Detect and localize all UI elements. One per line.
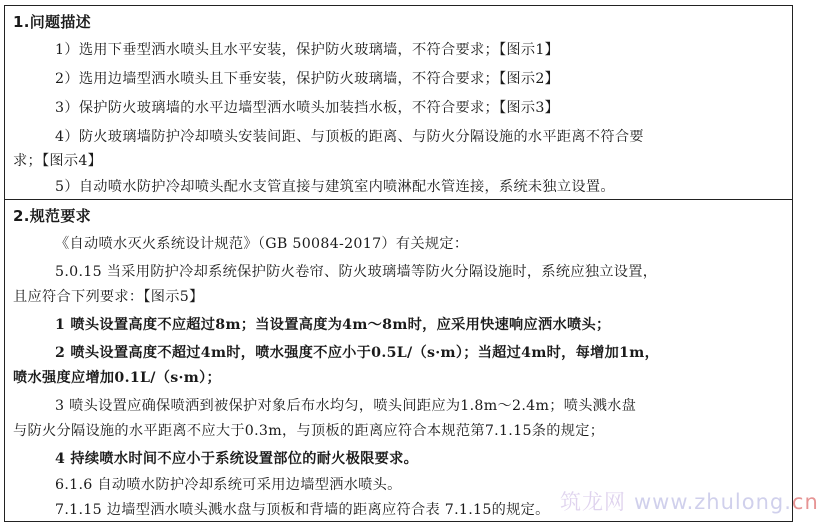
requirement-line-11: 7.1.15 边墙型洒水喷头溅水盘与顶板和背墙的距离应符合表 7.1.15的规定。 (55, 502, 550, 518)
requirement-line-10: 6.1.6 自动喷水防护冷却系统可采用边墙型洒水喷头。 (55, 477, 402, 493)
watermark-cn-text: 筑龙网 (560, 490, 626, 514)
code-requirements-section (5, 200, 792, 521)
requirement-line-5: 2 喷头设置高度不超过4m时，喷水强度不应小于0.5L/（s·m）；当超过4m时，每增加1m， (55, 345, 660, 361)
requirement-line-3: 且应符合下列要求：【图示5】 (13, 289, 204, 305)
problem-item-5: 5）自动喷水防护冷却喷头配水支管直接与建筑室内喷淋配水管连接，系统未独立设置。 (55, 179, 615, 195)
requirement-line-8: 与防火分隔设施的水平距离不应大于0.3m，与顶板的距离应符合本规范第7.1.15条的规定； (13, 423, 605, 439)
site-watermark (560, 486, 819, 516)
requirement-line-7: 3 喷头设置应确保喷洒到被保护对象后布水均匀，喷头间距应为1.8m～2.4m；喷头溅水盘 (55, 398, 637, 414)
problem-item-1: 1）选用下垂型洒水喷头且水平安装，保护防火玻璃墙，不符合要求；【图示1】 (55, 42, 560, 58)
watermark-domain-mid: zhulong. (694, 490, 792, 514)
requirement-line-4: 1 喷头设置高度不应超过8m；当设置高度为4m～8m时，应采用快速响应洒水喷头； (55, 317, 611, 333)
problem-item-3: 3）保护防火玻璃墙的水平边墙型洒水喷头加装挡水板，不符合要求；【图示3】 (55, 100, 560, 116)
section-heading-requirements: 2.规范要求 (13, 207, 91, 225)
requirement-line-6: 喷水强度应增加0.1L/（s·m）； (13, 370, 221, 386)
watermark-domain-start: www. (634, 490, 695, 514)
requirement-line-2: 5.0.15 当采用防护冷却系统保护防火卷帘、防火玻璃墙等防火分隔设施时，系统应独立设置， (55, 264, 658, 280)
problem-item-2: 2）选用边墙型洒水喷头且下垂安装，保护防火玻璃墙，不符合要求；【图示2】 (55, 71, 560, 87)
problem-item-4-continued: 求；【图示4】 (13, 153, 103, 169)
problem-description-section (5, 6, 792, 200)
requirement-line-1: 《自动喷水灭火系统设计规范》（GB 50084-2017）有关规定： (55, 236, 469, 252)
watermark-domain-end: cn (791, 490, 819, 514)
requirement-line-9: 4 持续喷水时间不应小于系统设置部位的耐火极限要求。 (55, 451, 419, 467)
document-table (4, 5, 793, 522)
problem-item-4: 4）防火玻璃墙防护冷却喷头安装间距、与顶板的距离、与防火分隔设施的水平距离不符合要 (55, 129, 644, 145)
section-heading-problem: 1.问题描述 (13, 13, 91, 31)
